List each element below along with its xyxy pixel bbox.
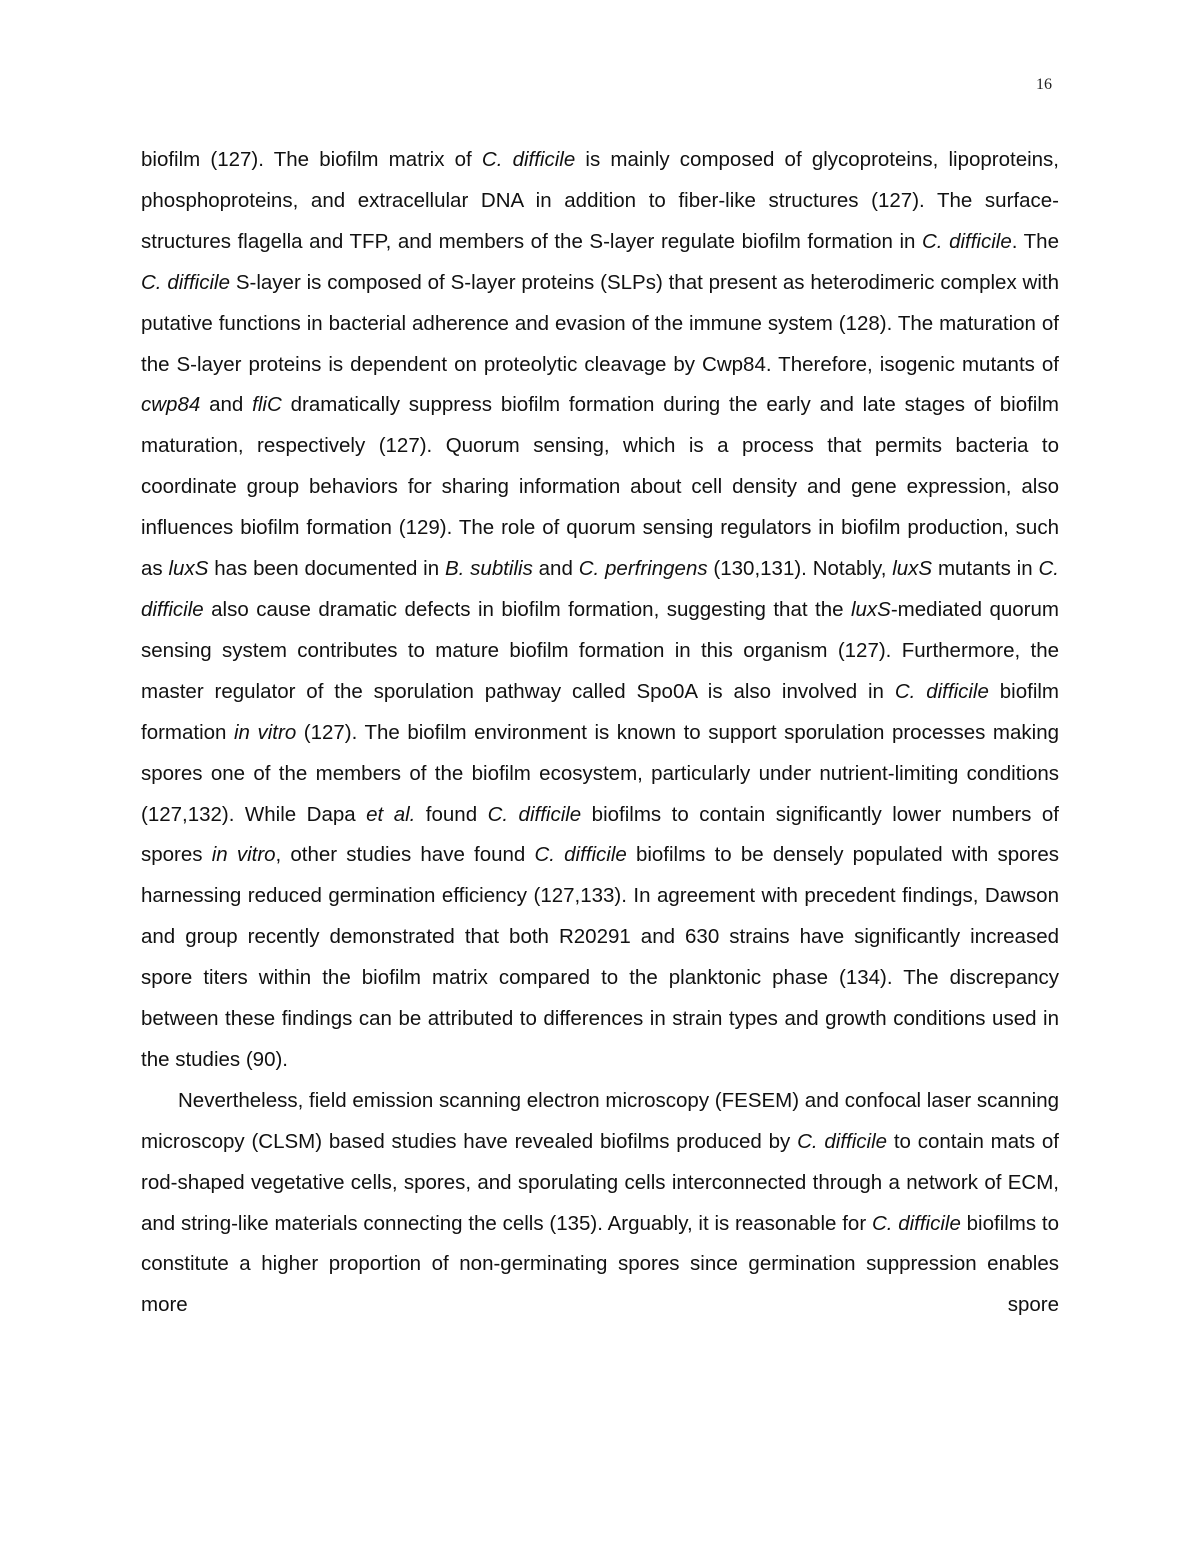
italic-term: C. difficile bbox=[141, 270, 230, 294]
italic-term: C. difficile bbox=[871, 1211, 961, 1235]
text-run: is mainly composed of glycoproteins, lipoproteins, phosphoproteins, and extracellular DNA in addition to fiber-like structures (127). The surface-structures flagella and TFP, and members of the S-layer regulate biofilm formation in bbox=[141, 148, 1060, 253]
page-number: 16 bbox=[1036, 76, 1052, 93]
text-run: -mediated quorum sensing system contributes to mature biofilm formation in this organism (127). Furthermore, the master regulator of the sporulation pathway called Spo0A is also involved in bbox=[141, 597, 1059, 703]
italic-term: C. difficile bbox=[894, 679, 989, 703]
text-run: found bbox=[415, 802, 488, 826]
text-run: also cause dramatic defects in biofilm formation, suggesting that the bbox=[203, 597, 851, 621]
italic-term: luxS bbox=[168, 557, 209, 581]
text-run: biofilms to be densely populated with spores harnessing reduced germination efficiency (127,133). In agreement with precedent findings, Dawson and group recently demonstrated that both R20291 and 630 strains have significantly increased spore titers within the biofilm matrix compared to the planktonic phase (134). The discrepancy between these findings can be attributed to differences in strain types and growth conditions used in the studies (90). bbox=[141, 843, 1059, 1071]
italic-term: fliC bbox=[252, 393, 282, 417]
italic-term: C. difficile bbox=[487, 802, 582, 826]
italic-term: B. subtilis bbox=[444, 557, 533, 581]
text-run: . The bbox=[1011, 229, 1059, 253]
italic-term: in vitro bbox=[234, 720, 297, 744]
text-run: to contain mats of rod-shaped vegetative cells, spores, and sporulating cells interconnected through a network of ECM, and string-like materials connecting the cells (135). Arguably, it is reasonable for bbox=[141, 1129, 1059, 1235]
italic-term: C. difficile bbox=[141, 557, 1059, 621]
text-run: biofilms to constitute a higher proportion of non-germinating spores since germination suppression enables more spore bbox=[141, 1211, 1060, 1317]
text-run: , other studies have found bbox=[275, 843, 535, 867]
text-run: (127). The biofilm environment is known to support sporulation processes making spores one of the members of the biofilm ecosystem, particularly under nutrient-limiting conditions (127,132). While Dapa bbox=[141, 720, 1059, 826]
text-run: dramatically suppress biofilm formation during the early and late stages of biofilm maturation, respectively (127). Quorum sensing, which is a process that permits bacteria to coordinate group behaviors for sharing information about cell density and gene expression, also influences biofilm formation (129). The role of quorum sensing regulators in biofilm production, such as bbox=[141, 393, 1059, 581]
text-run: and bbox=[532, 557, 579, 581]
text-run: and bbox=[200, 393, 253, 417]
paragraph-2 bbox=[141, 1081, 1059, 1326]
text-run: mutants in bbox=[932, 557, 1039, 581]
text-run: S-layer is composed of S-layer proteins (SLPs) that present as heterodimeric complex with putative functions in bacterial adherence and evasion of the immune system (128). The maturation of the S-layer proteins is dependent on proteolytic cleavage by Cwp84. Therefore, isogenic mutants of bbox=[141, 270, 1059, 376]
italic-term: C. difficile bbox=[534, 843, 627, 867]
italic-term: C. difficile bbox=[797, 1129, 888, 1153]
text-run: biofilm formation bbox=[141, 679, 1060, 744]
text-run: biofilm (127). The biofilm matrix of bbox=[141, 148, 482, 171]
body-text bbox=[141, 140, 1059, 1326]
italic-term: C. perfringens bbox=[578, 557, 708, 581]
text-run: biofilms to contain significantly lower numbers of spores bbox=[141, 802, 1059, 867]
italic-term: C. difficile bbox=[922, 229, 1012, 253]
italic-term: cwp84 bbox=[141, 393, 201, 417]
italic-term: in vitro bbox=[211, 843, 276, 867]
text-run: Nevertheless, field emission scanning electron microscopy (FESEM) and confocal laser scanning microscopy (CLSM) based studies have revealed biofilms produced by bbox=[141, 1088, 1059, 1153]
italic-term: et al. bbox=[366, 802, 416, 826]
italic-term: C. difficile bbox=[481, 148, 576, 171]
paragraph-1 bbox=[141, 140, 1059, 1081]
text-run: has been documented in bbox=[208, 557, 445, 581]
italic-term: luxS bbox=[850, 597, 891, 621]
text-run: (130,131). Notably, bbox=[707, 557, 893, 581]
italic-term: luxS bbox=[892, 557, 933, 581]
